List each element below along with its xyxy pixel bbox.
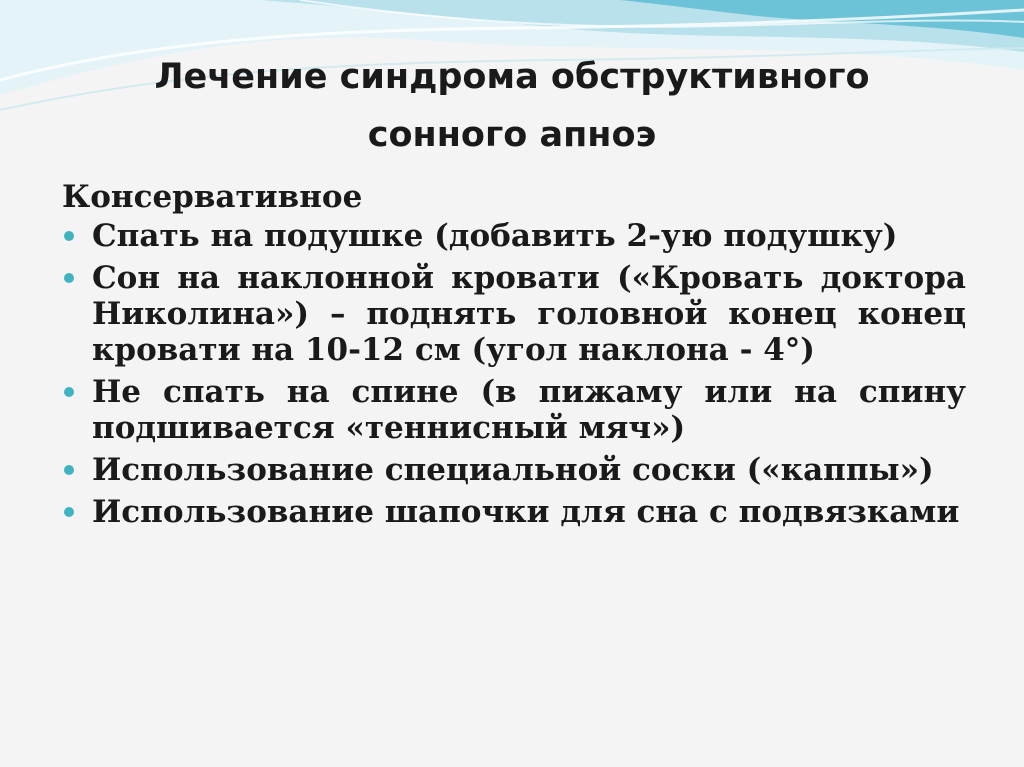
list-item-text: Спать на подушке (добавить 2-ую подушку) xyxy=(92,218,898,254)
list-item xyxy=(62,374,966,446)
list-item xyxy=(62,260,966,368)
list-item-text: Сон на наклонной кровати («Кровать доктора Николина») – поднять головной конец конец кровати на 10-12 см (угол наклона - 4°) xyxy=(92,260,966,368)
list-item xyxy=(62,218,966,254)
section-heading: Консервативное xyxy=(62,179,363,215)
title-line-1: Лечение синдрома обструктивного xyxy=(154,57,870,97)
list-item xyxy=(62,494,966,530)
list-item-text: Использование специальной соски («каппы») xyxy=(92,452,934,488)
list-item-text: Не спать на спине (в пижаму или на спину подшивается «теннисный мяч») xyxy=(92,374,966,446)
bullet-dot-icon xyxy=(64,273,74,283)
list-item xyxy=(62,452,966,488)
bullet-dot-icon xyxy=(64,465,74,475)
bullet-dot-icon xyxy=(64,387,74,397)
bullet-list xyxy=(62,218,966,530)
slide-content xyxy=(62,178,966,536)
bullet-dot-icon xyxy=(64,231,74,241)
slide-title xyxy=(60,48,964,164)
bullet-dot-icon xyxy=(64,507,74,517)
list-item-text: Использование шапочки для сна с подвязками xyxy=(92,494,960,530)
title-line-2: сонного апноэ xyxy=(367,115,657,155)
